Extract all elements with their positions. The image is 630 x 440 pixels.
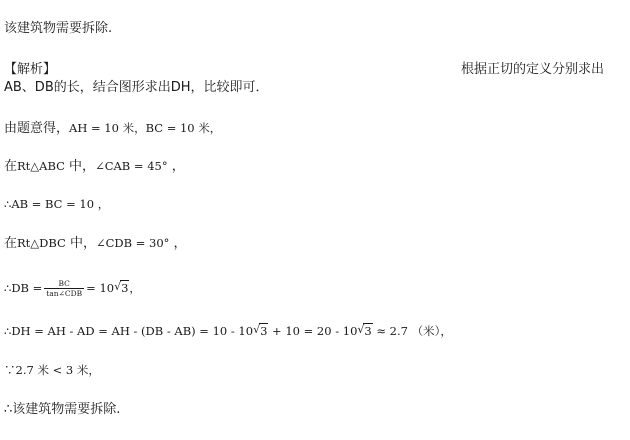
db-fraction-numerator: BC bbox=[58, 278, 70, 288]
dh-part-b: + 10 = 20 - 10 bbox=[268, 324, 358, 338]
therefore-ab-line: ∴AB = BC = 10 ， bbox=[4, 197, 110, 211]
db-prefix: ∴DB = bbox=[4, 281, 43, 295]
dh-part-a: ∴DH = AH - AD = AH - (DB - AB) = 10 - 10 bbox=[4, 324, 254, 338]
given-prefix: 由题意得， bbox=[4, 121, 70, 136]
given-line bbox=[4, 119, 221, 138]
conclusion-bottom: ∴该建筑物需要拆除. bbox=[4, 402, 121, 417]
db-fraction-denominator: tan∠CDB bbox=[46, 288, 83, 298]
rt2-angle: ∠CDB = 30° bbox=[95, 236, 170, 250]
db-sqrt bbox=[114, 279, 129, 297]
analysis-right-text: 根据正切的定义分别求出 bbox=[461, 62, 605, 77]
dh-radicand-b: 3 bbox=[364, 324, 372, 338]
given-math: AH = 10 米，BC = 10 米， bbox=[69, 121, 222, 135]
db-radicand: 3 bbox=[121, 281, 129, 295]
analysis-label: 【解析】 bbox=[4, 62, 57, 77]
sqrt-sign-icon: √ bbox=[114, 280, 122, 293]
rt-abc-line bbox=[4, 157, 185, 176]
db-suffix: ， bbox=[129, 281, 141, 295]
rt2-suffix: ， bbox=[169, 236, 187, 251]
rt1-triangle: Rt△ABC bbox=[17, 159, 65, 173]
analysis-second-line: AB、DB的长，结合图形求出DH，比较即可． bbox=[4, 80, 269, 95]
rt2-triangle: Rt△DBC bbox=[17, 236, 66, 250]
dh-radicand-a: 3 bbox=[260, 324, 268, 338]
dh-sqrt-b bbox=[357, 322, 372, 340]
conclusion-top: 该建筑物需要拆除. bbox=[4, 21, 113, 36]
rt1-angle: ∠CAB = 45° bbox=[95, 159, 168, 173]
sqrt-sign-icon: √ bbox=[253, 323, 261, 336]
dh-part-c: ≈ 2.7 （米）， bbox=[372, 324, 452, 338]
rt1-prefix: 在 bbox=[4, 159, 18, 174]
rt2-prefix: 在 bbox=[4, 236, 18, 251]
dh-line bbox=[4, 322, 452, 340]
rt2-mid: 中， bbox=[65, 236, 96, 251]
db-eq: = 10 bbox=[86, 281, 115, 295]
db-fraction bbox=[44, 279, 84, 298]
rt-dbc-line bbox=[4, 234, 187, 253]
db-line bbox=[4, 278, 141, 298]
rt1-suffix: ， bbox=[167, 159, 185, 174]
because-line: ∵2.7 米 < 3 米， bbox=[4, 363, 100, 377]
sqrt-sign-icon: √ bbox=[357, 323, 365, 336]
rt1-mid: 中， bbox=[64, 159, 96, 174]
dh-sqrt-a bbox=[253, 322, 268, 340]
